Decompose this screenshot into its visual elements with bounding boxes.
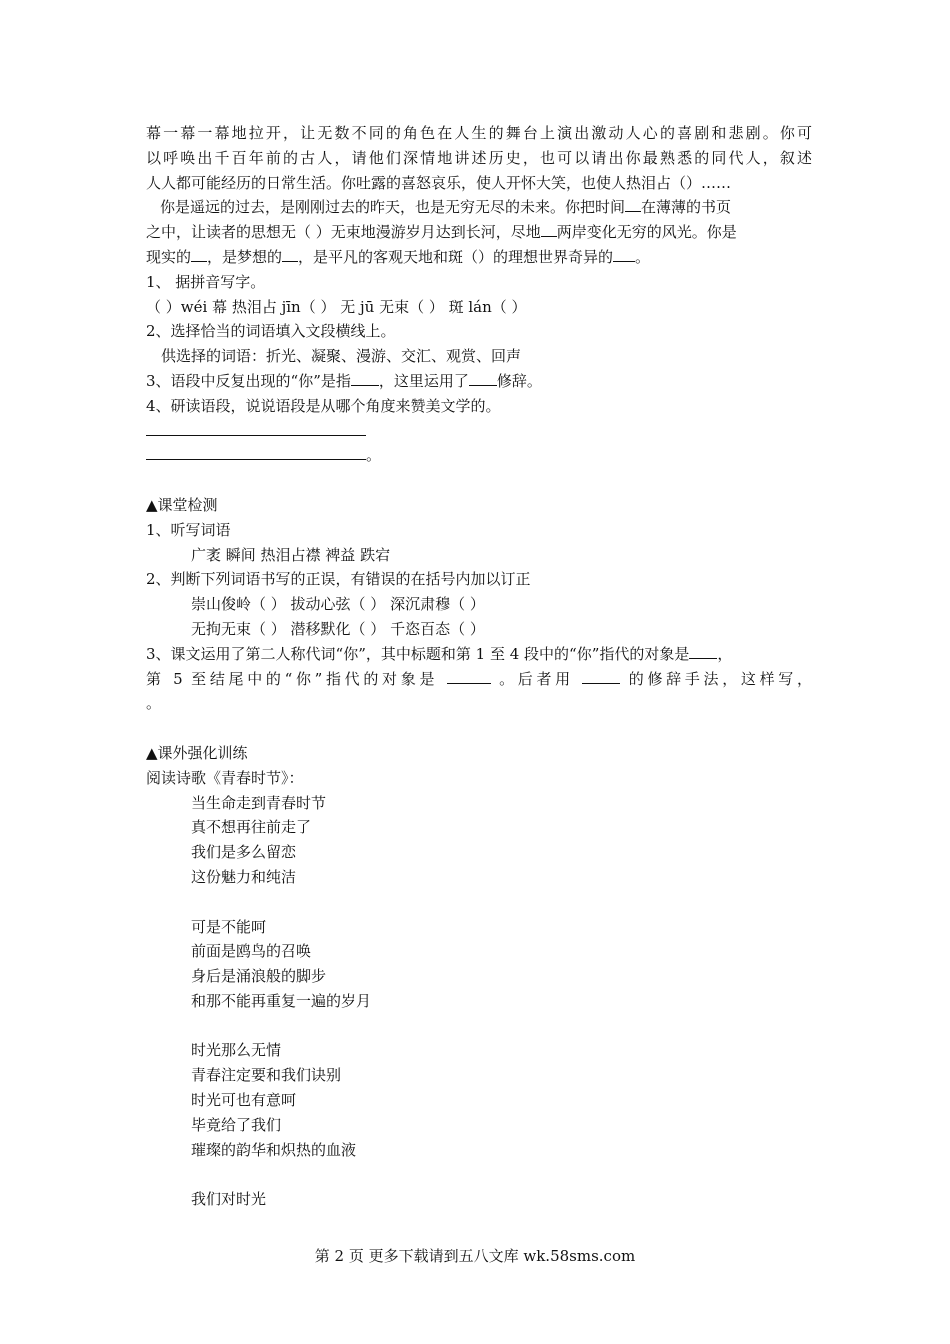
question-1: 1、 据拼音写字。 <box>146 272 266 291</box>
poem-intro: 阅读诗歌《青春时节》： <box>146 768 304 787</box>
passage-line <box>146 171 812 196</box>
passage-text: 。 <box>635 247 651 266</box>
classroom-question-1: 1、听写词语 <box>146 520 231 539</box>
passage-line <box>146 220 812 245</box>
passage-line <box>146 245 812 270</box>
fill-blank <box>469 371 497 386</box>
question-2-choices: 供选择的词语：折光、凝聚、漫游、交汇、观赏、回声 <box>161 347 522 366</box>
section-heading-text: ▲课堂检测 <box>146 495 218 514</box>
passage-line <box>146 121 812 146</box>
poem-line: 我们是多么留恋 <box>191 843 297 862</box>
poem-line: 这份魅力和纯洁 <box>191 867 297 886</box>
fill-blank <box>191 247 207 262</box>
answer-rule <box>146 421 366 436</box>
dictation-words: 广袤 瞬间 热泪占襟 裨益 跌宕 <box>191 545 391 564</box>
page-footer: 第 2 页 更多下载请到五八文库 wk.58sms.com <box>314 1247 636 1265</box>
correction-row: 崇山俊岭（ ） 拔动心弦（ ） 深沉肃穆（ ） <box>191 595 485 614</box>
passage-text: 你是遥远的过去，是刚刚过去的昨天，也是无穷无尽的未来。你把时间 <box>160 198 626 217</box>
passage-line <box>146 146 812 171</box>
passage-text: 两岸变化无穷的风光。你是 <box>556 223 737 242</box>
document-body <box>146 121 812 1212</box>
question-3 <box>146 369 812 394</box>
question-text: ， <box>717 644 733 663</box>
answer-end-mark: 。 <box>366 446 382 465</box>
passage-text: 之中，让读者的思想无（ ）无束地漫游岁月达到长河，尽地 <box>146 223 541 242</box>
poem-line: 毕竟给了我们 <box>191 1115 282 1134</box>
fill-blank <box>282 247 298 262</box>
passage-text: 现实的 <box>146 247 192 266</box>
question-text: 3、语段中反复出现的“你”是指 <box>146 371 351 390</box>
correction-row: 无拘无束（ ） 潜移默化（ ） 千恣百态（ ） <box>191 619 485 638</box>
passage-text: ，是平凡的客观天地和斑（）的理想世界奇异的 <box>298 247 614 266</box>
poem-line: 可是不能呵 <box>191 917 267 936</box>
classroom-question-2: 2、判断下列词语书写的正误，有错误的在括号内加以订正 <box>146 570 531 589</box>
passage-text: 以呼唤出千百年前的古人，请他们深情地讲述历史，也可以请出你最熟悉的同代人，叙述 <box>146 148 812 167</box>
poem-line: 璀璨的韵华和炽热的血液 <box>191 1140 357 1159</box>
section-heading-extra <box>146 741 812 766</box>
answer-line <box>146 419 812 444</box>
question-4: 4、研读语段，说说语段是从哪个角度来赞美文学的。 <box>146 396 501 415</box>
fill-blank <box>351 371 379 386</box>
poem-line: 时光可也有意呵 <box>191 1091 297 1110</box>
classroom-question-3-cont <box>146 667 812 692</box>
answer-rule <box>146 445 366 460</box>
answer-line <box>146 443 812 468</box>
fill-blank <box>625 197 641 212</box>
classroom-question-3-end: 。 <box>146 694 162 713</box>
question-text: 修辞。 <box>496 371 542 390</box>
question-text: 的修辞手法，这样写， <box>628 669 812 688</box>
passage-text: 幕一幕一幕地拉开，让无数不同的角色在人生的舞台上演出激动人心的喜剧和悲剧。你可 <box>146 124 812 142</box>
passage-text: 在薄薄的书页 <box>641 198 732 217</box>
passage-text: ，是梦想的 <box>207 247 283 266</box>
passage-text: 人人都可能经历的日常生活。你吐露的喜怒哀乐，使人开怀大笑，也使人热泪占（）…… <box>146 173 732 192</box>
section-heading-classroom <box>146 493 812 518</box>
question-text: 。后者用 <box>499 669 574 688</box>
question-text: ，这里运用了 <box>378 371 469 390</box>
question-text: 3、课文运用了第二人称代词“你”，其中标题和第 1 至 4 段中的“你”指代的对象是 <box>146 644 690 663</box>
fill-blank <box>689 644 717 659</box>
fill-blank <box>541 222 557 237</box>
question-2: 2、选择恰当的词语填入文段横线上。 <box>146 322 396 341</box>
poem-line: 我们对时光 <box>191 1190 267 1209</box>
poem-line: 身后是涌浪般的脚步 <box>191 967 327 986</box>
poem-line: 时光那么无情 <box>191 1041 282 1060</box>
poem-line: 真不想再往前走了 <box>191 818 312 837</box>
section-heading-text: ▲课外强化训练 <box>146 743 248 762</box>
fill-blank <box>582 669 620 684</box>
passage-line <box>146 195 812 220</box>
poem-line: 当生命走到青春时节 <box>191 793 327 812</box>
poem-line: 和那不能再重复一遍的岁月 <box>191 991 372 1010</box>
fill-blank <box>447 669 491 684</box>
fill-blank <box>613 247 635 262</box>
poem-line: 前面是鸥鸟的召唤 <box>191 942 312 961</box>
classroom-question-3 <box>146 642 812 667</box>
question-1-items: （ ）wéi 幕 热泪占 jīn（ ） 无 jū 无束（ ） 斑 lán（ ） <box>146 297 527 316</box>
poem-line: 青春注定要和我们诀别 <box>191 1066 342 1085</box>
question-text: 第 5 至结尾中的“你”指代的对象是 <box>146 669 439 688</box>
